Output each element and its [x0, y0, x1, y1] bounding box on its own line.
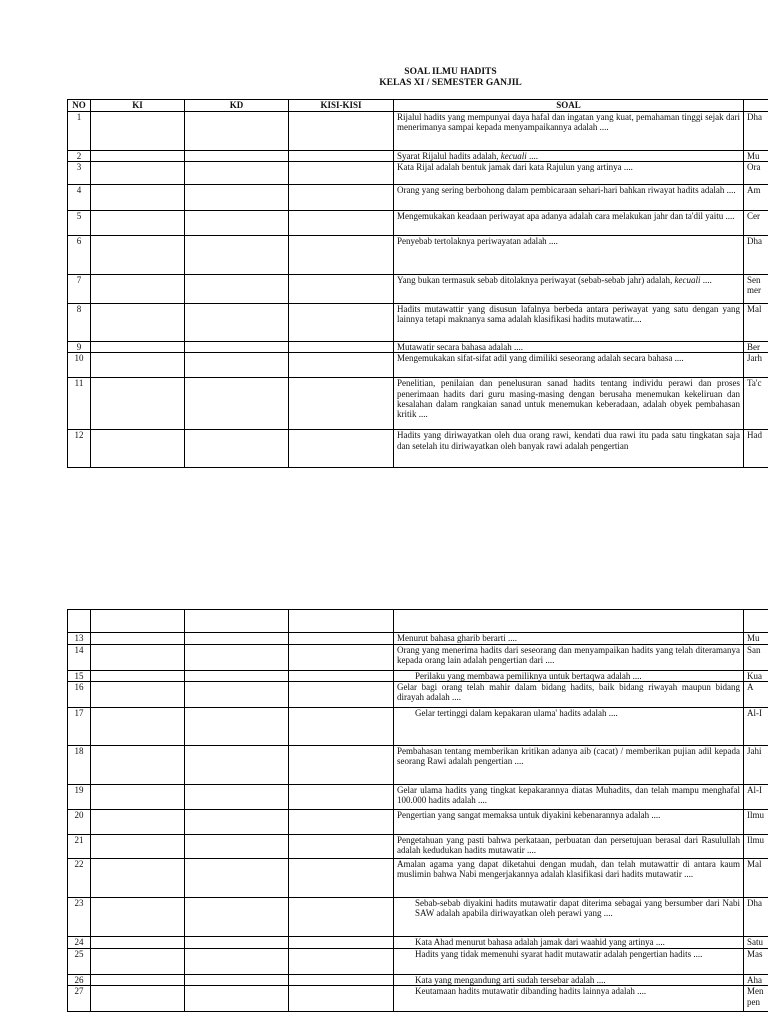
question-text: Penyebab tertolaknya periwayatan adalah .... [394, 236, 744, 275]
answer-text: Ora [744, 162, 768, 185]
document-subtitle: KELAS XI / SEMESTER GANJIL [379, 78, 522, 88]
answer-text: Sen mer [744, 275, 768, 304]
ki-cell [91, 671, 185, 682]
question-text: Rijalul hadits yang mempunyai daya hafal dan ingatan yang kuat, pemahaman tinggi sejak dari menerimanya sampai kepada menyampaikannya adalah .... [394, 112, 744, 151]
question-table-part-2 [67, 609, 768, 1012]
ki-cell [91, 353, 185, 378]
kisi-kisi-cell [289, 746, 394, 785]
kisi-kisi-cell [289, 949, 394, 975]
question-text: Pembahasan tentang memberikan kritikan adanya aib (cacat) / memberikan pujian adil kepada seorang Rawi adalah pengertian .... [394, 746, 744, 785]
kisi-kisi-cell [289, 185, 394, 211]
answer-text: Men pen [744, 986, 768, 1012]
kisi-kisi-cell [289, 810, 394, 835]
header-answer [744, 100, 768, 112]
question-text: Kata Ahad menurut bahasa adalah jamak dari waahid yang artinya .... [394, 937, 744, 949]
kisi-kisi-cell [289, 859, 394, 898]
question-text: Hadits yang diriwayatkan oleh dua orang rawi, kendati dua rawi itu pada satu tingkatan saja dan setelah itu diriwayatkan oleh banyak rawi adalah pengertian [394, 430, 744, 468]
answer-text: Dha [744, 898, 768, 937]
answer-text: Al-I [744, 785, 768, 810]
ki-cell [91, 859, 185, 898]
row-number: 4 [68, 185, 91, 211]
table-row [68, 859, 768, 898]
question-text: Gelar bagi orang telah mahir dalam bidang hadits, baik bidang riwayah maupun bidang dirayah adalah .... [394, 682, 744, 708]
kd-cell [185, 353, 289, 378]
answer-text: Jahi [744, 746, 768, 785]
ki-cell [91, 898, 185, 937]
question-text: Mengemukakan sifat-sifat adil yang dimiliki seseorang adalah secara bahasa .... [394, 353, 744, 378]
row-number: 15 [68, 671, 91, 682]
question-text: Syarat Rijalul hadits adalah, kecuali .... [394, 151, 744, 162]
table-row [68, 937, 768, 949]
kd-cell [185, 342, 289, 353]
table-row [68, 236, 768, 275]
question-text: Sebab-sebab diyakini hadits mutawatir dapat diterima sebagai yang bersumber dari Nabi SAW adalah apabila diriwayatkan oleh perawi yang .... [394, 898, 744, 937]
answer-text: Aha [744, 975, 768, 986]
ki-cell [91, 810, 185, 835]
table-row [68, 430, 768, 468]
kd-cell [185, 835, 289, 859]
kisi-kisi-cell [289, 975, 394, 986]
question-text: Mutawatir secara bahasa adalah .... [394, 342, 744, 353]
question-text: Gelar ulama hadits yang tingkat kepakarannya diatas Muhadits, dan telah mampu menghafal 100.000 hadits adalah .... [394, 785, 744, 810]
question-text: Keutamaan hadits mutawatir dibanding hadits lainnya adalah .... [394, 986, 744, 1012]
row-number: 20 [68, 810, 91, 835]
row-number: 11 [68, 378, 91, 430]
row-number: 24 [68, 937, 91, 949]
answer-text: Mal [744, 859, 768, 898]
table-row [68, 162, 768, 185]
header-soal: SOAL [394, 100, 744, 112]
row-number: 12 [68, 430, 91, 468]
row-number: 13 [68, 633, 91, 645]
row-number: 26 [68, 975, 91, 986]
kisi-kisi-cell [289, 378, 394, 430]
kisi-kisi-cell [289, 151, 394, 162]
table-row [68, 185, 768, 211]
kisi-kisi-cell [289, 353, 394, 378]
ki-cell [91, 185, 185, 211]
question-text: Orang yang menerima hadits dari seseorang dan menyampaikan hadits yang telah diteramanya kepada orang lain adalah pengertian dari .... [394, 645, 744, 671]
answer-text: Al-I [744, 708, 768, 746]
ki-cell [91, 975, 185, 986]
row-number: 8 [68, 304, 91, 342]
row-number: 1 [68, 112, 91, 151]
row-number: 23 [68, 898, 91, 937]
kisi-kisi-cell [289, 112, 394, 151]
question-text: Hadits mutawattir yang disusun lafalnya berbeda antara periwayat yang satu dengan yang lainnya tetapi maknanya sama adalah klasifikasi hadits mutawatir.... [394, 304, 744, 342]
table-row [68, 378, 768, 430]
ki-cell [91, 236, 185, 275]
answer-text: Kua [744, 671, 768, 682]
kd-cell [185, 859, 289, 898]
kd-cell [185, 671, 289, 682]
row-number: 16 [68, 682, 91, 708]
kd-cell [185, 430, 289, 468]
answer-text: Mas [744, 949, 768, 975]
kd-cell [185, 236, 289, 275]
kd-cell [185, 810, 289, 835]
answer-text: Dha [744, 236, 768, 275]
question-text: Kata yang mengandung arti sudah tersebar adalah .... [394, 975, 744, 986]
question-text: Pengertian yang sangat memaksa untuk diyakini kebenarannya adalah .... [394, 810, 744, 835]
answer-text: Jarh [744, 353, 768, 378]
kd-cell [185, 986, 289, 1012]
question-text: Kata Rijal adalah bentuk jamak dari kata Rajulun yang artinya .... [394, 162, 744, 185]
kd-cell [185, 112, 289, 151]
table-body [68, 610, 768, 1012]
table-row [68, 645, 768, 671]
question-text: Menurut bahasa gharib berarti .... [394, 633, 744, 645]
answer-text: Ilmu [744, 835, 768, 859]
table-blank-row [68, 610, 768, 633]
ki-cell [91, 645, 185, 671]
table-row [68, 275, 768, 304]
kd-cell [185, 633, 289, 645]
question-text: Perilaku yang membawa pemiliknya untuk bertaqwa adalah .... [394, 671, 744, 682]
row-number: 7 [68, 275, 91, 304]
row-number: 21 [68, 835, 91, 859]
answer-text: Dha [744, 112, 768, 151]
ki-cell [91, 211, 185, 236]
kisi-kisi-cell [289, 835, 394, 859]
ki-cell [91, 835, 185, 859]
kd-cell [185, 185, 289, 211]
kisi-kisi-cell [289, 937, 394, 949]
answer-text: Mu [744, 633, 768, 645]
kisi-kisi-cell [289, 633, 394, 645]
table-row [68, 682, 768, 708]
kisi-kisi-cell [289, 211, 394, 236]
ki-cell [91, 430, 185, 468]
table-row [68, 975, 768, 986]
kisi-kisi-cell [289, 342, 394, 353]
kd-cell [185, 211, 289, 236]
answer-text-line-2: mer [747, 285, 761, 296]
table-row [68, 746, 768, 785]
table-row [68, 112, 768, 151]
kisi-kisi-cell [289, 986, 394, 1012]
question-text: Orang yang sering berbohong dalam pembicaraan sehari-hari bahkan riwayat hadits adalah .... [394, 185, 744, 211]
row-number: 2 [68, 151, 91, 162]
kisi-kisi-cell [289, 898, 394, 937]
row-number: 10 [68, 353, 91, 378]
answer-text: Ber [744, 342, 768, 353]
answer-text: A [744, 682, 768, 708]
ki-cell [91, 682, 185, 708]
answer-text: San [744, 645, 768, 671]
table-row [68, 304, 768, 342]
row-number: 9 [68, 342, 91, 353]
row-number: 27 [68, 986, 91, 1012]
table-row [68, 785, 768, 810]
kd-cell [185, 708, 289, 746]
table-row [68, 949, 768, 975]
kd-cell [185, 645, 289, 671]
kisi-kisi-cell [289, 162, 394, 185]
row-number: 5 [68, 211, 91, 236]
kisi-kisi-cell [289, 708, 394, 746]
table-row [68, 151, 768, 162]
table-header-row [68, 100, 768, 112]
question-table-part-1 [67, 99, 768, 468]
table-row [68, 633, 768, 645]
kd-cell [185, 682, 289, 708]
table-row [68, 353, 768, 378]
kisi-kisi-cell [289, 430, 394, 468]
kisi-kisi-cell [289, 645, 394, 671]
table-row [68, 986, 768, 1012]
table-row [68, 708, 768, 746]
ki-cell [91, 162, 185, 185]
row-number: 25 [68, 949, 91, 975]
row-number: 17 [68, 708, 91, 746]
ki-cell [91, 785, 185, 810]
table-row [68, 211, 768, 236]
answer-text: Ilmu [744, 810, 768, 835]
kd-cell [185, 975, 289, 986]
row-number: 3 [68, 162, 91, 185]
row-number: 6 [68, 236, 91, 275]
kd-cell [185, 151, 289, 162]
ki-cell [91, 746, 185, 785]
kisi-kisi-cell [289, 785, 394, 810]
ki-cell [91, 342, 185, 353]
kd-cell [185, 304, 289, 342]
ki-cell [91, 986, 185, 1012]
ki-cell [91, 378, 185, 430]
ki-cell [91, 275, 185, 304]
answer-text: Mal [744, 304, 768, 342]
question-text: Pengetahuan yang pasti bahwa perkataan, perbuatan dan persetujuan berasal dari Rasulullah adalah kedudukan hadits mutawatir .... [394, 835, 744, 859]
answer-text: Had [744, 430, 768, 468]
kd-cell [185, 937, 289, 949]
ki-cell [91, 937, 185, 949]
kisi-kisi-cell [289, 671, 394, 682]
answer-text-line-2: pen [747, 996, 760, 1007]
table-row [68, 898, 768, 937]
ki-cell [91, 633, 185, 645]
question-text: Mengemukakan keadaan periwayat apa adanya adalah cara melakukan jahr dan ta'dil yaitu .... [394, 211, 744, 236]
kd-cell [185, 275, 289, 304]
table-row [68, 810, 768, 835]
row-number: 22 [68, 859, 91, 898]
kisi-kisi-cell [289, 236, 394, 275]
question-text: Yang bukan termasuk sebab ditolaknya periwayat (sebab-sebab jahr) adalah, kecuali .... [394, 275, 744, 304]
table-body [68, 112, 768, 468]
ki-cell [91, 708, 185, 746]
header-kisi-kisi: KISI-KISI [289, 100, 394, 112]
kd-cell [185, 785, 289, 810]
kd-cell [185, 949, 289, 975]
ki-cell [91, 949, 185, 975]
question-text: Gelar tertinggi dalam kepakaran ulama' hadits adalah .... [394, 708, 744, 746]
kisi-kisi-cell [289, 304, 394, 342]
header-ki: KI [91, 100, 185, 112]
kd-cell [185, 898, 289, 937]
answer-text: Am [744, 185, 768, 211]
table-row [68, 835, 768, 859]
header-no: NO [68, 100, 91, 112]
row-number: 18 [68, 746, 91, 785]
question-text: Amalan agama yang dapat diketahui dengan mudah, dan telah mutawattir di antara kaum muslimin bahwa Nabi mengerjakannya adalah klasifikasi dari hadits mutawatir .... [394, 859, 744, 898]
kd-cell [185, 162, 289, 185]
header-kd: KD [185, 100, 289, 112]
kisi-kisi-cell [289, 682, 394, 708]
answer-text: Cer [744, 211, 768, 236]
answer-text: Ta'c [744, 378, 768, 430]
question-text: Penelitian, penilaian dan penelusuran sanad hadits tentang individu perawi dan proses penerimaan hadits dari guru masing-masing dengan berusaha menemukan kekeliruan dan kesalahan dalam rangkaian sanad untuk menemukan keberadaan, adalah obyek pembahasan kritik .... [394, 378, 744, 430]
kd-cell [185, 378, 289, 430]
kisi-kisi-cell [289, 275, 394, 304]
ki-cell [91, 112, 185, 151]
kd-cell [185, 746, 289, 785]
table-row [68, 342, 768, 353]
answer-text: Mu [744, 151, 768, 162]
answer-text: Satu [744, 937, 768, 949]
ki-cell [91, 304, 185, 342]
row-number: 19 [68, 785, 91, 810]
row-number: 14 [68, 645, 91, 671]
table-row [68, 671, 768, 682]
ki-cell [91, 151, 185, 162]
document-title: SOAL ILMU HADITS [404, 67, 497, 77]
question-text: Hadits yang tidak memenuhi syarat hadit mutawatir adalah pengertian hadits .... [394, 949, 744, 975]
